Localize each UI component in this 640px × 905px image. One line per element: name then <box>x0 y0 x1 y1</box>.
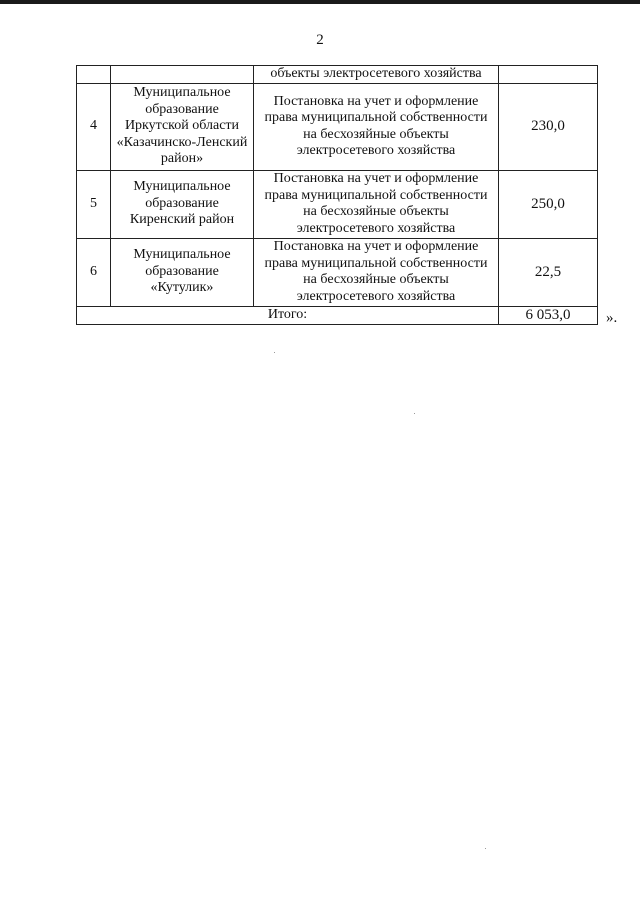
purpose-cell: объекты электросетевого хозяйства <box>254 66 499 84</box>
amount-cell: 230,0 <box>499 83 598 170</box>
allocation-table <box>76 65 598 325</box>
total-row <box>77 306 598 324</box>
row-number: 5 <box>77 170 111 238</box>
purpose-cell: Постановка на учет и оформление права муниципальной собственности на бесхозяйные объекты электросетевого хозяйства <box>254 238 499 306</box>
amount-cell: 22,5 <box>499 238 598 306</box>
row-number <box>77 66 111 84</box>
municipality-cell: Муниципальное образование Киренский район <box>111 170 254 238</box>
scan-edge <box>0 0 640 4</box>
closing-quote: ». <box>606 310 618 326</box>
amount-cell <box>499 66 598 84</box>
row-number: 4 <box>77 83 111 170</box>
municipality-cell: Муниципальное образование «Кутулик» <box>111 238 254 306</box>
total-label: Итого: <box>77 306 499 324</box>
row-number: 6 <box>77 238 111 306</box>
table-row <box>77 83 598 170</box>
page-number: 2 <box>316 32 324 48</box>
purpose-cell: Постановка на учет и оформление права муниципальной собственности на бесхозяйные объекты электросетевого хозяйства <box>254 83 499 170</box>
table-row-continuation <box>77 66 598 84</box>
table-row <box>77 238 598 306</box>
scan-speck <box>274 352 275 353</box>
scan-speck <box>485 848 486 849</box>
scan-speck <box>414 413 415 414</box>
table-row <box>77 170 598 238</box>
municipality-cell: Муниципальное образование Иркутской области «Казачинско-Ленский район» <box>111 83 254 170</box>
amount-cell: 250,0 <box>499 170 598 238</box>
municipality-cell <box>111 66 254 84</box>
purpose-cell: Постановка на учет и оформление права муниципальной собственности на бесхозяйные объекты электросетевого хозяйства <box>254 170 499 238</box>
total-amount: 6 053,0 <box>499 306 598 324</box>
